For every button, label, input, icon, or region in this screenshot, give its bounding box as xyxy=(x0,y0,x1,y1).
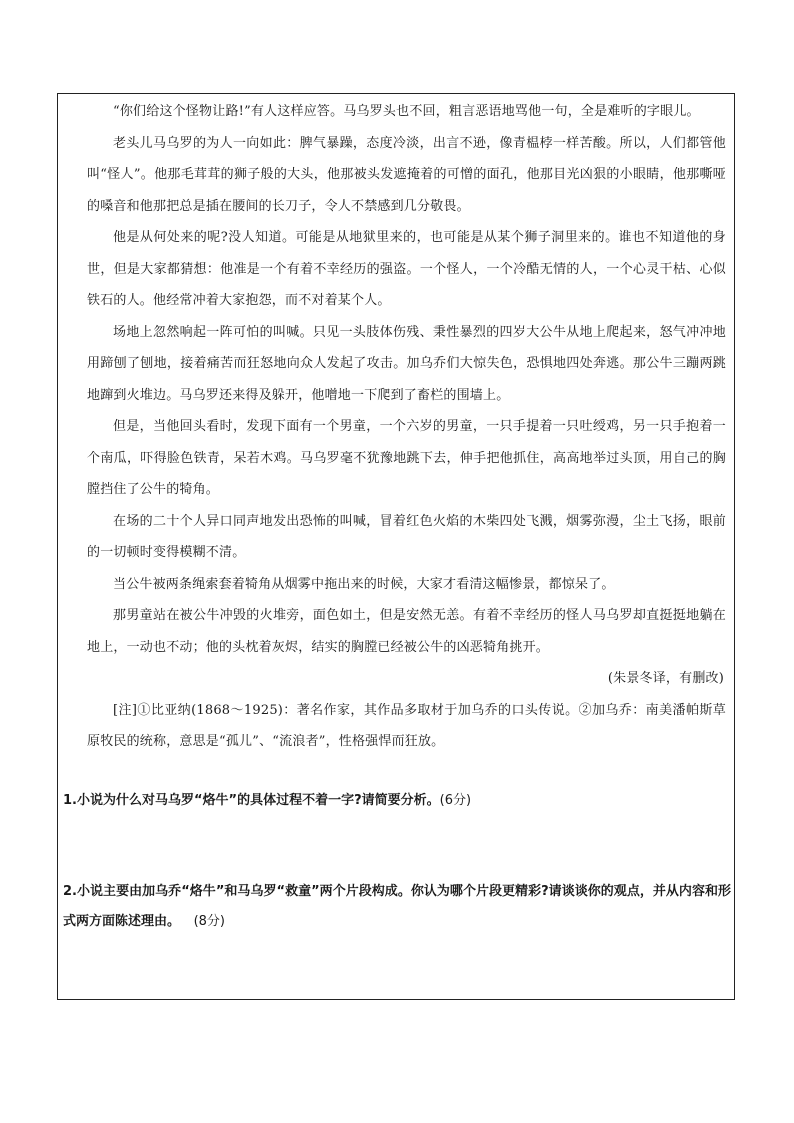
question-2-points: (8分) xyxy=(193,914,226,929)
passage-paragraph-7: 当公牛被两条绳索套着犄角从烟雾中拖出来的时候，大家才看清这幅惨景，都惊呆了。 xyxy=(113,576,615,592)
footnote: [注]①比亚纳(1868～1925)：著名作家，其作品多取材于加乌乔的口头传说。②加乌乔：南美潘帕斯草原牧民的统称，意思是“孤儿”、“流浪者”，性格强悍而狂放。 xyxy=(87,702,726,749)
passage-paragraph-3: 他是从何处来的呢?没人知道。可能是从地狱里来的，也可能是从某个狮子洞里来的。谁也不知道他的身世，但是大家都猜想：他准是一个有着不幸经历的强盗。一个怪人，一个冷酷无情的人，一个心灵干枯、心似铁石的人。他经常冲着大家抱怨，而不对着某个人。 xyxy=(87,230,726,308)
passage-paragraph-1: “你们给这个怪物让路!”有人这样应答。马乌罗头也不回，粗言恶语地骂他一句，全是难听的字眼儿。 xyxy=(113,104,700,119)
question-2 xyxy=(63,877,731,937)
question-2-text: 2.小说主要由加乌乔“烙牛”和马乌罗“救童”两个片段构成。你认为哪个片段更精彩?请谈谈你的观点，并从内容和形式两方面陈述理由。 xyxy=(63,884,731,929)
passage-paragraph-5: 但是，当他回头看时，发现下面有一个男童，一个六岁的男童，一只手提着一只吐绶鸡，另一只手抱着一个南瓜，吓得脸色铁青，呆若木鸡。马乌罗毫不犹豫地跳下去，伸手把他抓住，高高地举过头顶，用自己的胸膛挡住了公牛的犄角。 xyxy=(87,419,726,497)
passage-paragraph-2: 老头儿马乌罗的为人一向如此：脾气暴躁，态度冷淡，出言不逊，像青榅桲一样苦酸。所以，人们都管他叫“怪人”。他那毛茸茸的狮子般的大头，他那被头发遮掩着的可憎的面孔，他那目光凶狠的小眼睛，他那嘶哑的嗓音和他那把总是插在腰间的长刀子，令人不禁感到几分敬畏。 xyxy=(87,135,726,214)
passage-paragraph-8: 那男童站在被公牛冲毁的火堆旁，面色如土，但是安然无恙。有着不幸经历的怪人马乌罗却直挺挺地躺在地上，一动也不动；他的头枕着灰烬，结实的胸膛已经被公牛的凶恶犄角挑开。 xyxy=(87,608,726,655)
passage-paragraph-6: 在场的二十个人异口同声地发出恐怖的叫喊，冒着红色火焰的木柴四处飞溅，烟雾弥漫，尘土飞扬，眼前的一切顿时变得模糊不清。 xyxy=(87,513,726,560)
document-frame xyxy=(57,93,735,1000)
translator-attribution: (朱景冬译，有删改) xyxy=(607,671,724,686)
question-1 xyxy=(63,786,731,816)
question-1-text: 1.小说为什么对马乌罗“烙牛”的具体过程不着一字?请简要分析。 xyxy=(63,793,440,808)
question-1-points: (6分) xyxy=(439,793,472,808)
passage-paragraph-4: 场地上忽然响起一阵可怕的叫喊。只见一头肢体伤残、秉性暴烈的四岁大公牛从地上爬起来，怒气冲冲地用蹄刨了刨地，接着痛苦而狂怒地向众人发起了攻击。加乌乔们大惊失色，恐惧地四处奔逃。那公牛三蹦两跳地蹿到火堆边。马乌罗还来得及躲开，他噌地一下爬到了畜栏的围墙上。 xyxy=(87,324,726,403)
passage-body xyxy=(87,96,726,758)
